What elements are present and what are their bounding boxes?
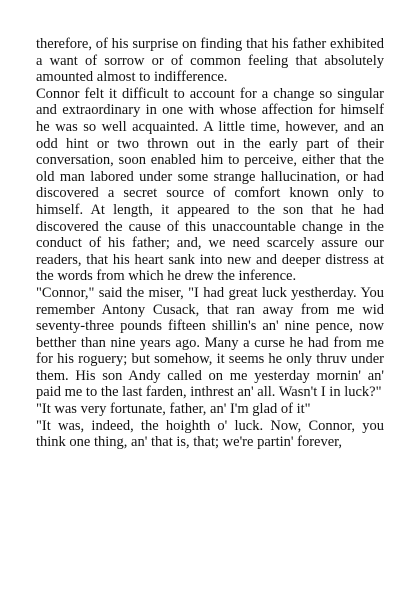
paragraph-2: Connor felt it difficult to account for a change so singular and extraordinary in one with whose affection for himself he was so well acquainted. A little time, however, and an odd hint or two thrown out in the early part of their conversation, soon enabled him to perceive, either that the old man labored under some strange hallucination, or had discovered a secret source of comfort known only to himself. At length, it appeared to the son that he had discovered the cause of this unaccountable change in the conduct of his father; and, we need scarcely assure our readers, that his heart sank into new and deeper distress at the words from which he drew the inference. bbox=[36, 85, 384, 285]
paragraph-4: "It was very fortunate, father, an' I'm glad of it" bbox=[36, 401, 311, 418]
paragraph-3: "Connor," said the miser, "I had great luck yestherday. You remember Antony Cusack, that ran away from me wid seventy-three pounds fifteen shillin's an' nine pence, now betther than nine years ago. Many a curse he had from me for his roguery; but somehow, it seems he only thruv under them. His son Andy called on me yesterday mornin' an' paid me to the last farden, inthrest an' all. Wasn't I in luck?" bbox=[36, 284, 384, 401]
document-page bbox=[36, 36, 384, 451]
paragraph-5: "It was, indeed, the hoighth o' luck. Now, Connor, you think one thing, an' that is, that; we're partin' forever, bbox=[36, 417, 384, 451]
paragraph-1: therefore, of his surprise on finding that his father exhibited a want of sorrow or of common feeling that absolutely amounted almost to indifference. bbox=[36, 36, 384, 86]
